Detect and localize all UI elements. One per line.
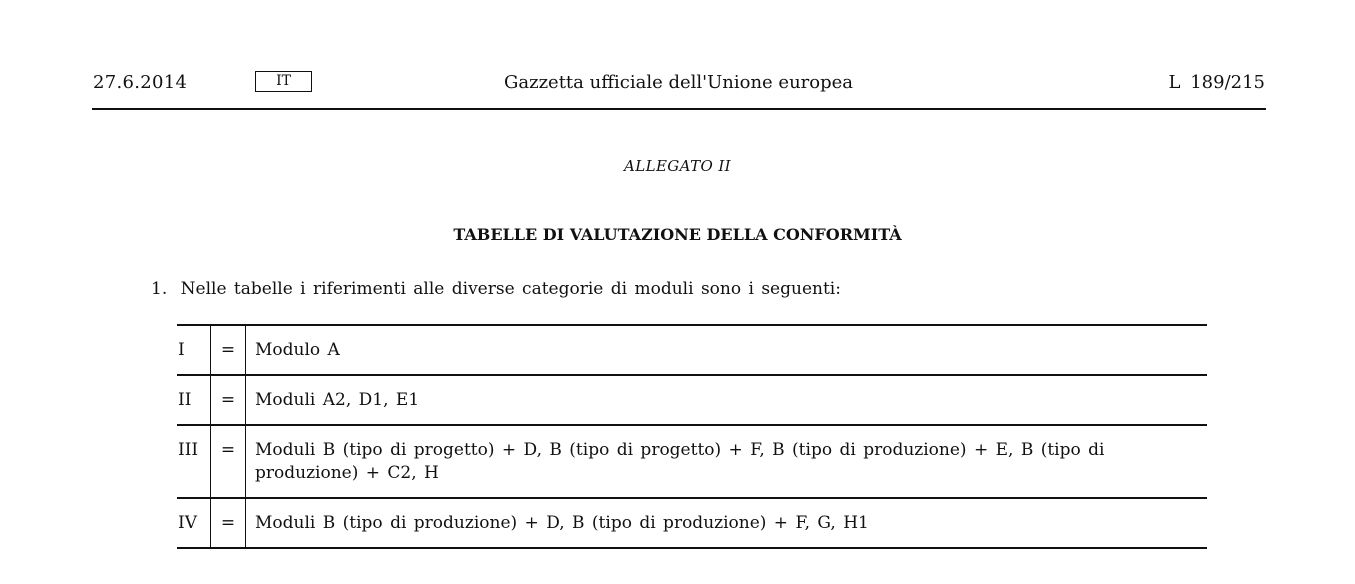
equals-cell: = [211,498,246,548]
table-row [177,325,1207,375]
page-reference: L 189/215 [1168,72,1265,93]
intro-text: Nelle tabelle i riferimenti alle diverse categorie di moduli sono i seguenti: [180,279,841,299]
category-cell: III [177,425,211,498]
equals-cell: = [211,425,246,498]
modules-cell: Moduli A2, D1, E1 [246,375,1208,425]
equals-cell: = [211,325,246,375]
category-cell: II [177,375,211,425]
table-row [177,425,1207,498]
modules-table [177,324,1207,549]
intro-paragraph [151,279,841,299]
header-rule [92,108,1266,110]
intro-number: 1. [151,279,168,299]
annex-title: TABELLE DI VALUTAZIONE DELLA CONFORMITÀ [453,225,902,244]
category-cell: IV [177,498,211,548]
modules-cell: Moduli B (tipo di produzione) + D, B (tipo di produzione) + F, G, H1 [246,498,1208,548]
category-cell: I [177,325,211,375]
publication-title-text: Gazzetta ufficiale dell'Unione europea [503,72,854,93]
equals-cell: = [211,375,246,425]
header-date: 27.6.2014 [93,72,188,93]
language-badge: IT [255,71,312,92]
table-row [177,375,1207,425]
annex-label: ALLEGATO II [623,157,732,175]
modules-cell: Moduli B (tipo di progetto) + D, B (tipo di progetto) + F, B (tipo di produzione) + E, B (tipo di produzione) + C2, H [246,425,1208,498]
table-row [177,498,1207,548]
modules-cell: Modulo A [246,325,1208,375]
publication-title [0,72,1355,93]
